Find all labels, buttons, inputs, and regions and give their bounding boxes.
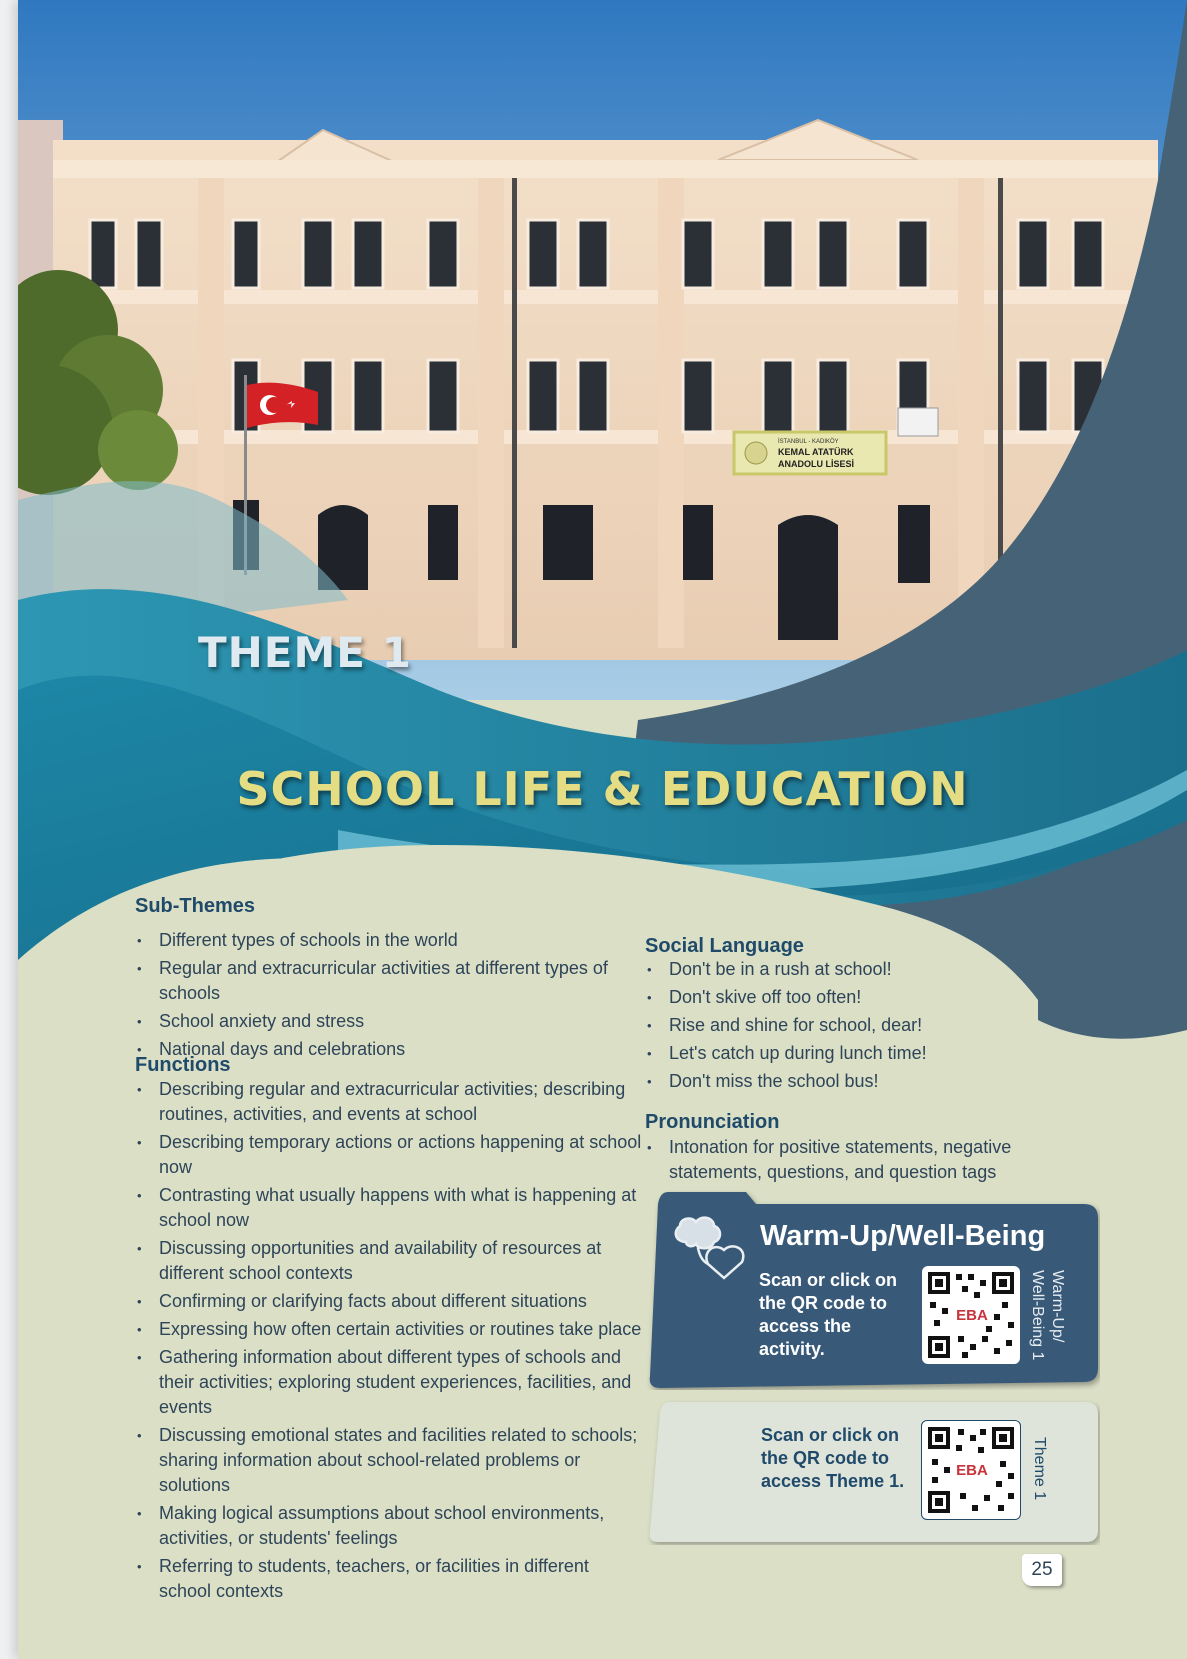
list-item: • Referring to students, teachers, or facilities in different school contexts — [135, 1554, 645, 1604]
theme-qr-logo: EBA — [956, 1462, 988, 1479]
list-item: • Discussing emotional states and facilities related to schools; sharing information about school-related problems or solutions — [135, 1423, 645, 1498]
warmup-card-title: Warm-Up/Well-Being — [760, 1220, 1046, 1252]
list-item: • National days and celebrations — [135, 1037, 655, 1062]
list-item: • Don't skive off too often! — [645, 985, 1105, 1010]
list-item: • Expressing how often certain activities or routines take place — [135, 1317, 645, 1342]
list-item: • School anxiety and stress — [135, 1009, 655, 1034]
list-item: • Making logical assumptions about school environments, activities, or students' feelings — [135, 1501, 645, 1551]
warmup-card-text: Scan or click on the QR code to access the activity. — [759, 1270, 898, 1359]
theme-side-label: Theme 1 — [1031, 1437, 1048, 1501]
list-item: • Describing regular and extracurricular activities; describing routines, activities, and events at school — [135, 1077, 645, 1127]
warmup-side-label-1: Warm-Up/ — [1049, 1270, 1066, 1343]
list-item: • Different types of schools in the world — [135, 928, 655, 953]
brain-heart-icon — [668, 1212, 758, 1282]
list-item: • Let's catch up during lunch time! — [645, 1041, 1105, 1066]
list-item: • Gathering information about different types of schools and their activities; exploring student experiences, facilities, and events — [135, 1345, 645, 1420]
school-sign — [734, 432, 886, 474]
sub-themes-list — [135, 928, 655, 1065]
theme-number: THEME 1 — [198, 628, 412, 677]
social-language-list — [645, 957, 1105, 1097]
qr-code-icon — [922, 1421, 1020, 1519]
list-item: • Don't be in a rush at school! — [645, 957, 1105, 982]
warmup-side-label-2: Well-Being 1 — [1029, 1270, 1046, 1361]
sign-line-1: İSTANBUL - KADIKÖY — [778, 439, 839, 445]
pronunciation-list — [645, 1135, 1095, 1188]
sign-line-3: ANADOLU LİSESİ — [778, 459, 855, 469]
list-item: • Regular and extracurricular activities at different types of schools — [135, 956, 655, 1006]
theme-title: SCHOOL LIFE & EDUCATION — [236, 762, 969, 816]
sub-themes-heading: Sub-Themes — [135, 895, 256, 917]
page-number: 25 — [1022, 1554, 1062, 1586]
air-conditioner — [898, 408, 938, 436]
list-item: • Don't miss the school bus! — [645, 1069, 1105, 1094]
social-language-heading: Social Language — [645, 935, 804, 957]
list-item: • Intonation for positive statements, negative statements, questions, and question tags — [645, 1135, 1095, 1185]
list-item: • Confirming or clarifying facts about different situations — [135, 1289, 645, 1314]
theme-card-text: Scan or click on the QR code to access Theme 1. — [761, 1425, 905, 1491]
functions-heading: Functions — [135, 1054, 231, 1076]
warmup-qr-code[interactable] — [922, 1266, 1020, 1364]
sign-line-2: KEMAL ATATÜRK — [778, 447, 854, 457]
list-item: • Contrasting what usually happens with what is happening at school now — [135, 1183, 645, 1233]
qr-code-icon — [922, 1266, 1020, 1364]
warmup-qr-logo: EBA — [956, 1307, 988, 1324]
list-item: • Rise and shine for school, dear! — [645, 1013, 1105, 1038]
pronunciation-heading: Pronunciation — [645, 1111, 780, 1133]
theme-qr-code[interactable] — [921, 1420, 1021, 1520]
list-item: • Describing temporary actions or actions happening at school now — [135, 1130, 645, 1180]
list-item: • Discussing opportunities and availability of resources at different school contexts — [135, 1236, 645, 1286]
textbook-page — [18, 0, 1187, 1659]
functions-list — [135, 1077, 645, 1607]
